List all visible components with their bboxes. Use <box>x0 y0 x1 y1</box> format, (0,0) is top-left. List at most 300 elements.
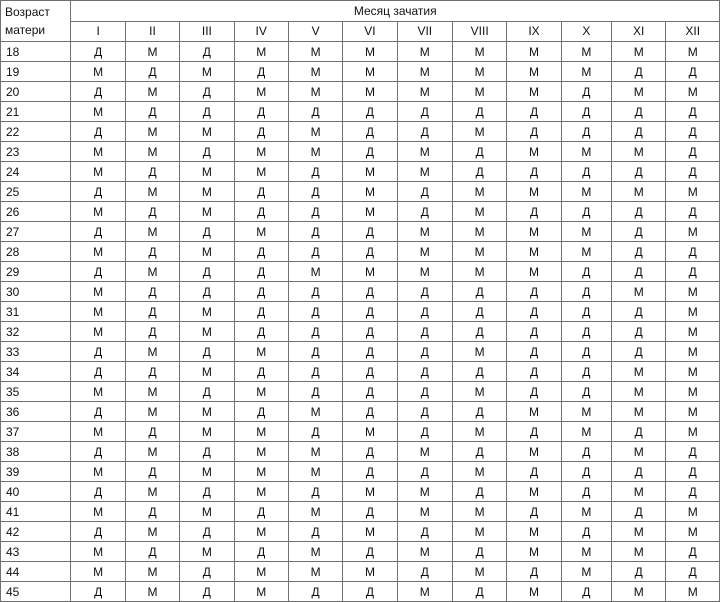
gender-cell: Д <box>234 262 288 282</box>
gender-cell: М <box>180 302 234 322</box>
gender-cell: М <box>507 482 561 502</box>
gender-cell: Д <box>561 462 611 482</box>
gender-cell: Д <box>507 502 561 522</box>
table-row <box>1 542 720 562</box>
gender-cell: Д <box>180 482 234 502</box>
gender-cell: Д <box>452 302 506 322</box>
table-row <box>1 42 720 62</box>
gender-cell: Д <box>234 242 288 262</box>
gender-cell: М <box>71 102 125 122</box>
gender-cell: Д <box>397 202 452 222</box>
gender-cell: М <box>666 42 720 62</box>
mother-age-cell: 34 <box>1 362 71 382</box>
gender-cell: Д <box>125 422 179 442</box>
gender-cell: Д <box>288 522 342 542</box>
gender-cell: Д <box>180 582 234 602</box>
gender-cell: Д <box>288 182 342 202</box>
mother-age-cell: 31 <box>1 302 71 322</box>
table-row <box>1 462 720 482</box>
gender-cell: М <box>507 142 561 162</box>
gender-cell: М <box>71 502 125 522</box>
gender-cell: Д <box>666 122 720 142</box>
gender-cell: М <box>288 262 342 282</box>
gender-cell: Д <box>71 262 125 282</box>
mother-age-cell: 45 <box>1 582 71 602</box>
gender-cell: Д <box>288 202 342 222</box>
gender-cell: Д <box>234 502 288 522</box>
mother-age-cell: 41 <box>1 502 71 522</box>
mother-age-cell: 35 <box>1 382 71 402</box>
gender-cell: Д <box>561 102 611 122</box>
mother-age-cell: 18 <box>1 42 71 62</box>
gender-cell: М <box>125 142 179 162</box>
gender-cell: М <box>397 242 452 262</box>
gender-cell: Д <box>507 122 561 142</box>
gender-cell: Д <box>397 382 452 402</box>
gender-cell: М <box>288 82 342 102</box>
gender-cell: Д <box>71 122 125 142</box>
gender-cell: Д <box>288 302 342 322</box>
gender-cell: М <box>452 342 506 362</box>
gender-cell: Д <box>561 202 611 222</box>
gender-cell: М <box>71 242 125 262</box>
table-row <box>1 182 720 202</box>
gender-cell: Д <box>397 282 452 302</box>
gender-cell: Д <box>612 162 666 182</box>
gender-cell: М <box>234 222 288 242</box>
gender-cell: М <box>180 202 234 222</box>
gender-cell: М <box>343 262 397 282</box>
gender-cell: Д <box>507 342 561 362</box>
table-body <box>1 42 720 602</box>
gender-cell: М <box>666 322 720 342</box>
mother-age-cell: 29 <box>1 262 71 282</box>
gender-cell: Д <box>397 322 452 342</box>
gender-cell: М <box>234 342 288 362</box>
gender-cell: Д <box>343 542 397 562</box>
gender-cell: Д <box>288 342 342 362</box>
month-column-header: V <box>288 21 342 42</box>
gender-cell: Д <box>666 102 720 122</box>
gender-cell: Д <box>452 282 506 302</box>
gender-cell: М <box>71 202 125 222</box>
gender-cell: М <box>125 582 179 602</box>
gender-cell: М <box>234 462 288 482</box>
gender-cell: М <box>397 442 452 462</box>
gender-cell: Д <box>343 442 397 462</box>
mother-age-cell: 32 <box>1 322 71 342</box>
gender-cell: М <box>397 502 452 522</box>
gender-cell: М <box>71 62 125 82</box>
table-row <box>1 202 720 222</box>
gender-cell: Д <box>452 442 506 462</box>
gender-cell: Д <box>612 562 666 582</box>
gender-cell: М <box>234 582 288 602</box>
gender-cell: М <box>71 302 125 322</box>
gender-cell: Д <box>234 62 288 82</box>
gender-cell: М <box>71 562 125 582</box>
gender-cell: Д <box>71 402 125 422</box>
gender-cell: Д <box>180 382 234 402</box>
gender-cell: М <box>397 262 452 282</box>
mother-age-cell: 42 <box>1 522 71 542</box>
gender-cell: М <box>612 42 666 62</box>
gender-cell: Д <box>397 402 452 422</box>
gender-cell: М <box>234 142 288 162</box>
gender-cell: М <box>452 382 506 402</box>
gender-cell: Д <box>561 442 611 462</box>
gender-cell: М <box>343 562 397 582</box>
gender-cell: Д <box>397 362 452 382</box>
gender-cell: М <box>452 62 506 82</box>
gender-cell: Д <box>612 422 666 442</box>
gender-cell: Д <box>125 302 179 322</box>
gender-cell: Д <box>666 462 720 482</box>
gender-cell: М <box>180 242 234 262</box>
mother-age-cell: 25 <box>1 182 71 202</box>
gender-cell: Д <box>234 322 288 342</box>
gender-cell: М <box>452 242 506 262</box>
gender-cell: Д <box>666 262 720 282</box>
mother-age-cell: 26 <box>1 202 71 222</box>
gender-cell: Д <box>343 342 397 362</box>
gender-cell: М <box>561 242 611 262</box>
gender-cell: М <box>71 462 125 482</box>
gender-cell: Д <box>343 142 397 162</box>
gender-cell: Д <box>561 362 611 382</box>
gender-cell: Д <box>288 162 342 182</box>
gender-cell: М <box>343 202 397 222</box>
gender-cell: М <box>666 182 720 202</box>
month-column-header: VIII <box>452 21 506 42</box>
gender-cell: Д <box>234 362 288 382</box>
gender-cell: Д <box>180 142 234 162</box>
gender-cell: Д <box>507 162 561 182</box>
gender-cell: М <box>612 402 666 422</box>
gender-cell: М <box>288 542 342 562</box>
table-row <box>1 522 720 542</box>
gender-cell: Д <box>288 582 342 602</box>
gender-cell: Д <box>71 222 125 242</box>
gender-cell: М <box>507 182 561 202</box>
gender-cell: Д <box>452 102 506 122</box>
mother-age-cell: 20 <box>1 82 71 102</box>
gender-cell: М <box>561 422 611 442</box>
gender-cell: Д <box>612 502 666 522</box>
table-row <box>1 422 720 442</box>
gender-cell: М <box>561 42 611 62</box>
gender-cell: Д <box>288 222 342 242</box>
gender-cell: М <box>343 422 397 442</box>
gender-cell: М <box>234 562 288 582</box>
table-row <box>1 562 720 582</box>
gender-cell: М <box>507 82 561 102</box>
gender-cell: М <box>180 362 234 382</box>
mother-age-cell: 43 <box>1 542 71 562</box>
gender-cell: Д <box>561 322 611 342</box>
gender-cell: Д <box>452 162 506 182</box>
gender-cell: М <box>452 182 506 202</box>
gender-cell: Д <box>288 422 342 442</box>
gender-cell: Д <box>71 42 125 62</box>
gender-cell: Д <box>343 122 397 142</box>
table-row <box>1 262 720 282</box>
gender-cell: М <box>71 322 125 342</box>
gender-cell: Д <box>397 462 452 482</box>
gender-cell: М <box>288 42 342 62</box>
gender-cell: М <box>71 162 125 182</box>
gender-cell: М <box>397 482 452 502</box>
gender-cell: Д <box>612 122 666 142</box>
gender-cell: Д <box>561 302 611 322</box>
gender-cell: Д <box>288 362 342 382</box>
gender-cell: М <box>180 62 234 82</box>
gender-cell: М <box>612 82 666 102</box>
gender-cell: М <box>125 222 179 242</box>
gender-cell: М <box>125 562 179 582</box>
gender-cell: М <box>666 422 720 442</box>
gender-cell: М <box>666 382 720 402</box>
gender-cell: Д <box>452 142 506 162</box>
gender-cell: Д <box>71 82 125 102</box>
gender-cell: М <box>666 222 720 242</box>
gender-cell: Д <box>234 542 288 562</box>
gender-cell: М <box>234 422 288 442</box>
gender-cell: М <box>507 262 561 282</box>
gender-cell: М <box>507 42 561 62</box>
mother-age-cell: 33 <box>1 342 71 362</box>
gender-cell: М <box>180 542 234 562</box>
gender-cell: М <box>343 482 397 502</box>
mother-age-cell: 21 <box>1 102 71 122</box>
gender-cell: Д <box>612 222 666 242</box>
gender-cell: Д <box>561 162 611 182</box>
gender-cell: Д <box>666 542 720 562</box>
gender-cell: Д <box>397 522 452 542</box>
gender-cell: Д <box>71 482 125 502</box>
gender-cell: М <box>125 42 179 62</box>
gender-cell: Д <box>180 342 234 362</box>
gender-cell: Д <box>452 542 506 562</box>
gender-cell: Д <box>343 582 397 602</box>
gender-cell: Д <box>397 302 452 322</box>
month-column-header: VII <box>397 21 452 42</box>
gender-cell: М <box>666 502 720 522</box>
table-row <box>1 62 720 82</box>
month-column-header: IV <box>234 21 288 42</box>
table-row <box>1 362 720 382</box>
gender-cell: Д <box>288 102 342 122</box>
gender-cell: М <box>507 522 561 542</box>
gender-cell: Д <box>125 322 179 342</box>
gender-cell: М <box>507 582 561 602</box>
gender-cell: М <box>452 82 506 102</box>
gender-cell: Д <box>666 62 720 82</box>
gender-cell: М <box>397 82 452 102</box>
gender-cell: Д <box>397 102 452 122</box>
gender-cell: М <box>452 522 506 542</box>
gender-cell: Д <box>125 242 179 262</box>
gender-cell: М <box>561 142 611 162</box>
gender-cell: Д <box>343 302 397 322</box>
gender-cell: М <box>561 222 611 242</box>
gender-cell: М <box>234 162 288 182</box>
gender-cell: М <box>452 462 506 482</box>
mother-age-cell: 24 <box>1 162 71 182</box>
gender-cell: М <box>561 562 611 582</box>
month-header-row <box>1 21 720 42</box>
table-row <box>1 242 720 262</box>
gender-cell: М <box>71 542 125 562</box>
gender-cell: М <box>288 62 342 82</box>
gender-cell: Д <box>343 282 397 302</box>
month-column-header: III <box>180 21 234 42</box>
gender-cell: М <box>343 62 397 82</box>
gender-cell: М <box>397 542 452 562</box>
gender-cell: М <box>343 42 397 62</box>
gender-cell: Д <box>397 182 452 202</box>
gender-cell: М <box>180 162 234 182</box>
gender-cell: М <box>71 282 125 302</box>
table-row <box>1 502 720 522</box>
gender-cell: М <box>561 502 611 522</box>
mother-age-cell: 28 <box>1 242 71 262</box>
gender-cell: М <box>561 182 611 202</box>
mother-age-cell: 37 <box>1 422 71 442</box>
gender-cell: М <box>612 182 666 202</box>
gender-cell: Д <box>507 462 561 482</box>
gender-cell: М <box>288 142 342 162</box>
gender-cell: М <box>125 402 179 422</box>
gender-cell: Д <box>343 322 397 342</box>
gender-cell: М <box>125 522 179 542</box>
gender-cell: М <box>180 122 234 142</box>
gender-cell: М <box>452 262 506 282</box>
mother-age-cell: 27 <box>1 222 71 242</box>
gender-cell: Д <box>452 322 506 342</box>
gender-cell: Д <box>288 282 342 302</box>
gender-cell: Д <box>507 362 561 382</box>
gender-cell: Д <box>71 342 125 362</box>
gender-cell: Д <box>561 282 611 302</box>
gender-cell: Д <box>561 82 611 102</box>
gender-cell: М <box>180 422 234 442</box>
gender-cell: Д <box>507 422 561 442</box>
gender-cell: М <box>666 402 720 422</box>
gender-cell: М <box>666 302 720 322</box>
gender-cell: М <box>397 42 452 62</box>
gender-cell: Д <box>507 302 561 322</box>
gender-cell: Д <box>180 442 234 462</box>
gender-cell: М <box>507 542 561 562</box>
gender-cell: Д <box>71 362 125 382</box>
month-column-header: IX <box>507 21 561 42</box>
table-row <box>1 402 720 422</box>
gender-cell: Д <box>71 522 125 542</box>
table-row <box>1 382 720 402</box>
gender-cell: М <box>288 442 342 462</box>
gender-cell: М <box>612 582 666 602</box>
gender-cell: М <box>507 62 561 82</box>
gender-cell: М <box>612 362 666 382</box>
gender-cell: Д <box>343 502 397 522</box>
gender-cell: Д <box>612 342 666 362</box>
table-row <box>1 282 720 302</box>
table-row <box>1 222 720 242</box>
gender-cell: Д <box>125 502 179 522</box>
gender-cell: Д <box>234 282 288 302</box>
gender-cell: Д <box>234 402 288 422</box>
table-row <box>1 82 720 102</box>
gender-cell: Д <box>666 442 720 462</box>
gender-cell: Д <box>180 562 234 582</box>
gender-cell: М <box>125 122 179 142</box>
table-row <box>1 102 720 122</box>
mother-age-cell: 30 <box>1 282 71 302</box>
gender-cell: М <box>666 282 720 302</box>
gender-cell: М <box>666 82 720 102</box>
gender-cell: М <box>180 502 234 522</box>
gender-cell: М <box>288 462 342 482</box>
gender-cell: М <box>452 122 506 142</box>
table-row <box>1 482 720 502</box>
gender-cell: М <box>666 342 720 362</box>
table-row <box>1 342 720 362</box>
gender-cell: М <box>397 582 452 602</box>
gender-cell: Д <box>343 222 397 242</box>
gender-cell: Д <box>125 282 179 302</box>
header-row-top <box>1 1 720 22</box>
mother-age-cell: 23 <box>1 142 71 162</box>
gender-cell: Д <box>343 462 397 482</box>
month-column-header: XI <box>612 21 666 42</box>
gender-cell: Д <box>612 462 666 482</box>
mother-age-cell: 22 <box>1 122 71 142</box>
gender-cell: М <box>507 402 561 422</box>
gender-cell: М <box>288 502 342 522</box>
gender-cell: Д <box>561 122 611 142</box>
gender-cell: М <box>125 442 179 462</box>
gender-cell: М <box>507 442 561 462</box>
gender-cell: М <box>612 482 666 502</box>
gender-cell: Д <box>507 282 561 302</box>
gender-cell: М <box>71 422 125 442</box>
gender-cell: М <box>288 402 342 422</box>
gender-cell: Д <box>452 582 506 602</box>
gender-cell: М <box>125 482 179 502</box>
gender-cell: Д <box>288 482 342 502</box>
table-row <box>1 302 720 322</box>
gender-cell: Д <box>666 162 720 182</box>
gender-cell: М <box>612 382 666 402</box>
gender-cell: Д <box>180 282 234 302</box>
gender-cell: Д <box>612 202 666 222</box>
gender-cell: М <box>125 382 179 402</box>
gender-cell: М <box>180 402 234 422</box>
gender-cell: М <box>452 562 506 582</box>
gender-cell: М <box>234 522 288 542</box>
gender-cell: М <box>234 42 288 62</box>
gender-cell: М <box>666 522 720 542</box>
gender-cell: Д <box>125 542 179 562</box>
gender-cell: М <box>507 222 561 242</box>
gender-cell: Д <box>125 362 179 382</box>
gender-cell: Д <box>180 522 234 542</box>
gender-cell: М <box>612 142 666 162</box>
month-column-header: II <box>125 21 179 42</box>
gender-cell: Д <box>666 562 720 582</box>
gender-cell: Д <box>125 102 179 122</box>
